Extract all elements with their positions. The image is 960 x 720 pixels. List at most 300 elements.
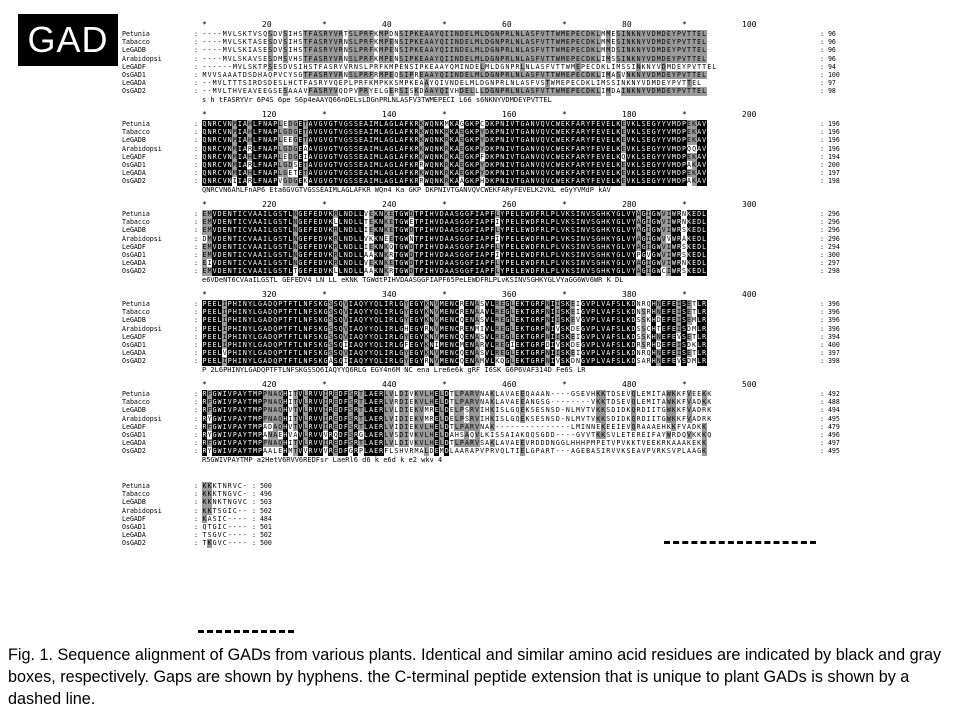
- ruler-tick: *: [202, 20, 207, 29]
- residue-count: : 396: [820, 316, 840, 325]
- separator: :: [194, 324, 198, 333]
- species-name: OsGAD2: [122, 357, 146, 366]
- position-ruler: [202, 20, 802, 30]
- ruler-tick: *: [322, 290, 327, 299]
- residue-count: : 495: [820, 414, 840, 423]
- ruler-tick: *: [562, 20, 567, 29]
- ruler-tick: *: [682, 110, 687, 119]
- species-name: LeGADF: [122, 422, 146, 431]
- separator: :: [194, 242, 198, 251]
- species-name: Petunia: [122, 30, 150, 38]
- separator: :: [194, 332, 198, 341]
- species-name: Arabidopsi: [122, 324, 162, 333]
- sequence-residues: QNRCVNMIAHLFNAPLEEGETAVGVGTVGSSEAIMLAGLAFKRKWQNKRKAEGKPYDKPNIVTGANVQVCWEKFARYFEVELKEVKLSEGYYVMDPEKAV: [202, 136, 707, 145]
- separator: :: [194, 234, 198, 243]
- sequence-row: [122, 406, 842, 414]
- ruler-tick: *: [202, 290, 207, 299]
- sequence-row: [122, 515, 842, 523]
- separator: :: [194, 439, 198, 448]
- separator: :: [194, 62, 198, 71]
- residue-count: : 94: [820, 62, 836, 71]
- residue-count: : 297: [820, 259, 840, 268]
- sequence-residues: ----MVLSKTASESDVSIHSTFASRYVRNSLPRFKMPENSIPKEAAYQIINDELMLDGNPRLNLASFVTTWMEPECDKLMMESINKNYVDMDEYPVTTEL: [202, 38, 707, 47]
- separator: :: [194, 316, 198, 325]
- residue-count: : 479: [820, 422, 840, 431]
- species-name: LeGADA: [122, 349, 146, 358]
- sequence-residues: --MVLTHVEAVEEGSESAAAVFASRYVQDPVPRYELGERSISKDAAYQIVHDELLLDGNPRLNLASFVTTWMEPECDKLIMDAINKNYVDMDEYPVTTEL: [202, 87, 707, 96]
- residue-count: : 96: [820, 54, 836, 63]
- sequence-row: [122, 210, 842, 218]
- residue-count: : 501: [252, 522, 272, 531]
- residue-count: : 398: [820, 357, 840, 366]
- ruler-tick: 20: [262, 20, 272, 29]
- residue-count: : 394: [820, 332, 840, 341]
- sequence-residues: RYGWIVPAYTMPPNAQHITVLRVVIREDFSRTLAERLVIDIEKVMRELDELPSRVIHKISLGQEKSESNSD-NLMVTVKKSDIDKQRDIITGWKKFVADRK: [202, 414, 712, 423]
- residue-count: : 97: [820, 79, 836, 88]
- sequence-row: [122, 333, 842, 341]
- ruler-tick: *: [562, 290, 567, 299]
- residue-count: : 196: [820, 136, 840, 145]
- separator: :: [194, 144, 198, 153]
- alignment-block: [122, 200, 842, 285]
- ruler-tick: 60: [502, 20, 512, 29]
- ruler-tick: 360: [502, 290, 517, 299]
- residue-count: : 294: [820, 242, 840, 251]
- c-terminal-dashed-line-bottom: [198, 630, 294, 633]
- separator: :: [194, 87, 198, 96]
- residue-count: : 200: [820, 160, 840, 169]
- sequence-residues: PEELIPHINYLGADQPTFTLNFSKGSSQVIAQYYQLIRLGYEGYKNVMENCRENASVLREGLEKTGRFNIISKEIGVPLVAFSLKDNRQHNEFEISETLR: [202, 300, 707, 308]
- sequence-residues: MVVSAAATDSDHAQPVCYSGTFASRYVRNSLPRFRMPEQSIPREAAYQIINDELMLDGNPRLNLASFVTTWMEPECDKLIMASVNKNYVDMDEYPVTTEL: [202, 70, 707, 79]
- sequence-residues: PEELIPHINYLGADQPTFTLNFSKGASQIIAQYYQLIRLGYEGYRNVMENCQENAMVLKQGLEKTGRFNIVSKDNGVPLVAFSLKDSARHNEFEVSDMLR: [202, 357, 707, 366]
- ruler-tick: *: [562, 200, 567, 209]
- species-name: Arabidopsi: [122, 144, 162, 153]
- sequence-residues: KKNKTNGVC: [202, 498, 247, 507]
- separator: :: [194, 218, 198, 227]
- ruler-tick: *: [682, 200, 687, 209]
- sequence-row: [122, 415, 842, 423]
- sequence-row: [122, 398, 842, 406]
- separator: :: [194, 160, 198, 169]
- sequence-residues: DMVDENTICVAAILGSTLNGEFEDVKRLNDLLVKKNEETGWNTPIHVDAASGGFIAPFIYPELEWDFRLPLVKSINVSGHKYGLVYAGIGWVVWRAKEDL: [202, 234, 707, 243]
- separator: :: [194, 490, 198, 499]
- sequence-row: [122, 38, 842, 46]
- separator: :: [194, 152, 198, 161]
- species-name: Tabacco: [122, 398, 150, 407]
- species-name: LeGADF: [122, 242, 146, 251]
- separator: :: [194, 308, 198, 317]
- sequence-residues: QNRCVNMIAHLFNAPLGDGETAVGVGTVGSSEAIMLAGLAFKRKWQNKRKAEGKPYDKPNIVTGANVQVCWEKFARYFEVELKEVKLSEGYYVMDPEKAV: [202, 128, 707, 137]
- ruler-tick: 300: [742, 200, 757, 209]
- species-name: LeGADA: [122, 259, 146, 268]
- species-name: Arabidopsi: [122, 506, 162, 515]
- residue-count: : 396: [820, 308, 840, 317]
- ruler-tick: 40: [382, 20, 392, 29]
- species-name: Tabacco: [122, 218, 150, 227]
- ruler-tick: *: [202, 110, 207, 119]
- sequence-row: [122, 507, 842, 515]
- ruler-tick: 260: [502, 200, 517, 209]
- species-name: LeGADB: [122, 46, 146, 55]
- species-name: OsGAD1: [122, 340, 146, 349]
- sequence-row: [122, 482, 842, 490]
- ruler-tick: 500: [742, 380, 757, 389]
- sequence-residues: ----MVLSKTVSQSDVSIHSTFASRYVRTSLPRFKMPDNSIPKEAAYQIINDELMLDGNPRLNLASFVTTWMEPECDKLMMESINKNYVDMDEYPVTTEL: [202, 30, 707, 38]
- ruler-tick: 160: [502, 110, 517, 119]
- ruler-tick: 120: [262, 110, 277, 119]
- sequence-residues: QNRCVNIIARLFNAPVGDGEKAVGVGTVGSSEAIMLAGLAFKRRWQNKRKAAGKPHDKPNIVTGANVQVCWEKFARYFEVELKEVKLSEGYYVMDPAKAV: [202, 177, 707, 186]
- sequence-row: [122, 300, 842, 308]
- sequence-residues: PEELIPHINYLGADQPTFTLNFSKGSSQVIAQYYQLIRLGYEGYKNVMENCQENASVLREGLEKTGRFNIISKEIGVPLVAFSLKDSSKHNEFEVSETLR: [202, 332, 707, 341]
- sequence-residues: RFGWIVPAYTMPPNAQHVTVLRVVIREDFSRTLAERLVLDIEKVMRELDELPSRVIHKISLGQEKSESNSD-NLMVTVKKSDIDKQRDIITGWKKFVADRK: [202, 406, 712, 415]
- residue-count: : 96: [820, 46, 836, 55]
- separator: :: [194, 30, 198, 38]
- sequence-row: [122, 357, 842, 365]
- species-name: OsGAD1: [122, 160, 146, 169]
- ruler-tick: 140: [382, 110, 397, 119]
- separator: :: [194, 70, 198, 79]
- separator: :: [194, 128, 198, 137]
- ruler-tick: 400: [742, 290, 757, 299]
- sequence-residues: QNRCVNMIARLFNAPLGDSETAVGVGTVGSSEAIMLAGLAFKRRWQNKRKAEGKPYDKPNIVTGANVQVCWEKFARYFEVELKEVKLSEGYYVMDPAKAV: [202, 160, 707, 169]
- sequence-row: [122, 145, 842, 153]
- sequence-row: [122, 490, 842, 498]
- sequence-residues: --MVLTTTSIRDSDESLHCTFASRYVQEPLPRFKMPKKSMPKEAAYQIVNDELMLDGNPRLNLASFVSTWMEPECDKLIMSSINKNYVDMDEYPVTTEL: [202, 79, 702, 88]
- sequence-row: [122, 259, 842, 267]
- species-name: LeGADF: [122, 62, 146, 71]
- sequence-residues: EMVDENTICVAAILGSTLNGEFEDVKLLNDLLTEKNKETGWETPIHVDAASGGFIAPFIYPELEWDFRLPLVKSINVSGHKYGLVYAGIGWVIWRNKEDL: [202, 218, 707, 227]
- residue-count: : 497: [820, 439, 840, 448]
- species-name: Petunia: [122, 120, 150, 128]
- sequence-residues: PEELIPHINYLGADQPTFTLNFSKGSSQVIAQYYQLIRLGHEGYRNVMENCRENMIVLREGLEKTGRFNIVSKDEGVPLVAFSLKDSSCHTEFEISDMLR: [202, 324, 707, 333]
- sequence-residues: RYGWIVPAYTMPAALEHMTVVRVVVREDFGRPLAERFLSHVRMALDEMDLAARAPVPRVQLTIELGPART---AGEBASIRVVKSEAVPVRKSVPLAAGK: [202, 447, 707, 456]
- ruler-tick: 240: [382, 200, 397, 209]
- separator: :: [194, 210, 198, 218]
- sequence-residues: KKTSGIC--: [202, 506, 247, 515]
- species-name: LeGADA: [122, 169, 146, 178]
- species-name: LeGADB: [122, 406, 146, 415]
- species-name: Petunia: [122, 210, 150, 218]
- sequence-residues: PEELIPHINYLGADQPTFTLNFSKGSSQVIAQYYQLIRLGYEGYKNVMENCQENASVLREGLEKTGRFNIISKEVGVPLVAFSLKDSSKHDEFEISEMLR: [202, 316, 707, 325]
- sequence-residues: ----MVLSKIASESDVSIHSTFASRYVRNSLPRFKMPENSIPKEAAYQIINDELMLDGNPRLNLASFVTTWMEPECDKLMMDSINKNYVDMDEYPVTTEL: [202, 46, 707, 55]
- ruler-tick: 340: [382, 290, 397, 299]
- ruler-tick: *: [562, 380, 567, 389]
- sequence-row: [122, 423, 842, 431]
- sequence-row: [122, 325, 842, 333]
- ruler-tick: *: [682, 20, 687, 29]
- ruler-tick: *: [442, 380, 447, 389]
- alignment-block: [122, 472, 842, 548]
- sequence-residues: QTGIC----: [202, 522, 247, 531]
- sequence-residues: EMVDENTICVAAILGSTLNGEFEDVKRLNDLLIEKNKETGWDTPIHVDAASGGFIAPFLYPELEWDFRLPLVKSINVSGHKYGLVYAGIGWVIWRSKEDL: [202, 226, 707, 235]
- separator: :: [194, 447, 198, 456]
- species-name: Petunia: [122, 390, 150, 398]
- sequence-row: [122, 177, 842, 185]
- ruler-tick: 200: [742, 110, 757, 119]
- separator: :: [194, 177, 198, 186]
- ruler-tick: 280: [622, 200, 637, 209]
- residue-count: : 397: [820, 349, 840, 358]
- ruler-tick: 80: [622, 20, 632, 29]
- ruler-tick: 480: [622, 380, 637, 389]
- sequence-row: [122, 46, 842, 54]
- separator: :: [194, 259, 198, 268]
- sequence-residues: RFGWIVPAYTMPADAQHVTVLRVVIREDFSRTLAERLVIDIEKVLHELDTLPARVNAK---------------LMINNEKEEIEVQRAAAEHKKFVADKK: [202, 422, 707, 431]
- sequence-row: [122, 55, 842, 63]
- sequence-row: [122, 153, 842, 161]
- sequence-residues: ----MVLSKAVSESDMSVHSTFASRYVRNSLPRFKMPENSIPKEAAYQIINDELMLDGNPRLNLASFVTTWMEPECDKLIMSSINKNYVDMDEYPVTTEL: [202, 54, 707, 63]
- sequence-row: [122, 341, 842, 349]
- species-name: Tabacco: [122, 38, 150, 47]
- separator: :: [194, 357, 198, 366]
- separator: :: [194, 267, 198, 276]
- sequence-residues: KKKTNGVC-: [202, 490, 247, 499]
- ruler-tick: *: [322, 110, 327, 119]
- sequence-row: [122, 316, 842, 324]
- sequence-residues: EMVDENTICVAAILGSTLNGEFEDVKRLNDLLAAKNKRTGWDTPIHVDAASGGFIAPFIYPELEWDFRLPLVKSINVSGHKYGLVYPGVGWVIWRSKEDL: [202, 250, 707, 259]
- ruler-tick: 220: [262, 200, 277, 209]
- residue-count: : 296: [820, 218, 840, 227]
- residue-count: : 494: [820, 406, 840, 415]
- ruler-tick: *: [682, 380, 687, 389]
- residue-count: : 96: [820, 38, 836, 47]
- separator: :: [194, 38, 198, 47]
- ruler-tick: *: [202, 200, 207, 209]
- separator: :: [194, 226, 198, 235]
- sequence-row: [122, 235, 842, 243]
- ruler-tick: 440: [382, 380, 397, 389]
- separator: :: [194, 79, 198, 88]
- alignment-block: [122, 20, 842, 105]
- species-name: LeGADF: [122, 152, 146, 161]
- species-name: OsGAD2: [122, 267, 146, 276]
- alignment-block: [122, 110, 842, 195]
- species-name: OsGAD2: [122, 87, 146, 96]
- sequence-residues: QNRCVNMIAHLFNAPLEDGEIAVGVGTVGSSEAIMLAGLAFKRKWQNKRKAEGKPFDKPNIVTGANVQVCWEKFARYFEVELKQVKLSEGYYVMDPEKAV: [202, 152, 707, 161]
- ruler-tick: *: [442, 20, 447, 29]
- sequence-residues: QNRCVNMIAHLFNAPLEDGETAVGVGTVGSSEAIMLAGLAFKRKWQNKMKAGGKPCDKPNIVTGANVQVCWEKFARYFEVELKEVKLSEGYYVMDPEKAV: [202, 120, 707, 128]
- ruler-tick: *: [682, 290, 687, 299]
- separator: :: [194, 390, 198, 398]
- ruler-tick: 100: [742, 20, 757, 29]
- consensus-line: s h tFASRYVr 6P4S 6pe S6p4eAAYQ66nDELsLDGnPRLNLASFV3TWMEPECI L66 s6NKNYVDMDEYPVTTEL: [202, 95, 552, 104]
- species-name: LeGADF: [122, 332, 146, 341]
- species-name: LeGADA: [122, 79, 146, 88]
- sequence-residues: RYGWIVPAYTMPANAEHVAVLRVVVRQDFSRGLAERLVSDIVKVLHELDAHSAQVLKISSAIAKQQSGDD----GVVTKKSVLETEREIFAYWRDQVKKKQ: [202, 430, 712, 439]
- species-name: LeGADA: [122, 531, 146, 540]
- residue-count: : 484: [252, 514, 272, 523]
- sequence-residues: ------MVLSKTPSESDVSIHSTFASRYVRNSLPRFKMPENSIPKEAAYQMINDELMLDGNPRLNLASFVTTWMEPECDKLIMSSINKNYVDMDEYPVTTEL: [202, 62, 717, 71]
- separator: :: [194, 430, 198, 439]
- residue-count: : 98: [820, 87, 836, 96]
- residue-count: : 502: [252, 506, 272, 515]
- consensus-line: QNRCVN6AhLFnAP6 Eta6GVGTVGSSEAIMLAGLAFKR WQn4 Ka GKP DKPNIVTGANVQVCWEKFARyFEVELK2VKL eGyYVMdP kAV: [202, 185, 611, 194]
- sequence-row: [122, 79, 842, 87]
- residue-count: : 488: [820, 398, 840, 407]
- separator: :: [194, 250, 198, 259]
- residue-count: : 197: [820, 169, 840, 178]
- separator: :: [194, 498, 198, 507]
- species-name: LeGADA: [122, 439, 146, 448]
- sequence-alignment-figure: [122, 20, 842, 640]
- ruler-tick: 420: [262, 380, 277, 389]
- sequence-row: [122, 226, 842, 234]
- ruler-tick: 460: [502, 380, 517, 389]
- ruler-tick: *: [442, 200, 447, 209]
- species-name: LeGADB: [122, 226, 146, 235]
- species-name: Tabacco: [122, 308, 150, 317]
- species-name: OsGAD1: [122, 430, 146, 439]
- ruler-tick: *: [442, 290, 447, 299]
- ruler-tick: *: [202, 380, 207, 389]
- sequence-row: [122, 447, 842, 455]
- residue-count: : 502: [252, 531, 272, 540]
- figure-caption: Fig. 1. Sequence alignment of GADs from various plants. Identical and similar amino acid residues are indicated by black and gray boxes, respectively. Gaps are shown by hyphens. the C-terminal peptide extension that is unique to plant GADs is shown by a dashed line.: [8, 646, 942, 708]
- species-name: OsGAD2: [122, 177, 146, 186]
- alignment-block: [122, 290, 842, 375]
- species-name: Arabidopsi: [122, 414, 162, 423]
- sequence-residues: RFGWIVPAYTMPPNAQHITVLRVVIREDFSRTLAERLVLDIVKVLHELDTLPARVNAKLAVAEEQAAAN----GSEVHKKTDSEVQLEMITAWKKFVEEKK: [202, 390, 712, 398]
- sequence-row: [122, 498, 842, 506]
- separator: :: [194, 54, 198, 63]
- residue-count: : 198: [820, 177, 840, 186]
- ruler-tick: *: [442, 110, 447, 119]
- separator: :: [194, 414, 198, 423]
- separator: :: [194, 120, 198, 128]
- sequence-row: [122, 243, 842, 251]
- ruler-tick: *: [322, 200, 327, 209]
- residue-count: : 492: [820, 390, 840, 398]
- species-name: LeGADB: [122, 498, 146, 507]
- sequence-row: [122, 439, 842, 447]
- species-name: OsGAD1: [122, 250, 146, 259]
- residue-count: : 296: [820, 226, 840, 235]
- ruler-tick: 180: [622, 110, 637, 119]
- separator: :: [194, 422, 198, 431]
- separator: :: [194, 340, 198, 349]
- separator: :: [194, 482, 198, 490]
- sequence-residues: PEELVPHINYLGADQPTFTLNFSKGSSQVIAQYYQLIRLGYEGYKNVMENCQENASVLREGLEKTGRFNIISKEIGVPLVAFSLKDNRQHNEFEISETLR: [202, 349, 707, 358]
- sequence-row: [122, 523, 842, 531]
- species-name: Petunia: [122, 300, 150, 308]
- sequence-row: [122, 169, 842, 177]
- sequence-residues: KASIC----: [202, 514, 247, 523]
- species-name: Petunia: [122, 482, 150, 490]
- separator: :: [194, 406, 198, 415]
- position-ruler: [202, 472, 802, 482]
- residue-count: : 496: [252, 490, 272, 499]
- species-name: LeGADB: [122, 316, 146, 325]
- sequence-row: [122, 251, 842, 259]
- residue-count: : 400: [820, 340, 840, 349]
- sequence-row: [122, 63, 842, 71]
- sequence-row: [122, 120, 842, 128]
- species-name: LeGADF: [122, 514, 146, 523]
- ruler-tick: *: [322, 380, 327, 389]
- sequence-residues: QNRCVNMIAHLFNAPLGETETAVGVGTVGSSEAIMLAGLAFKRKWQNKRKAEGKPYDKPNIVTGANVQVCWEKFARYFEVELKEVKLSEGYYVMDPEKAV: [202, 169, 707, 178]
- sequence-residues: RFGWIVPAYTMPPNAQHITVLRVVIREDFSRTLAERLVRDIEKVLHELDTLPARVNAKLAVAEEANGSG--------VKKTDSEVQLEMITAWKKFVADKK: [202, 398, 712, 407]
- species-name: Arabidopsi: [122, 234, 162, 243]
- residue-count: : 196: [820, 128, 840, 137]
- sequence-row: [122, 87, 842, 95]
- species-name: Arabidopsi: [122, 54, 162, 63]
- sequence-residues: EMVDENTICVAAILGSTLNGEFEDVKRLNDLLVEKNKETGWDTPIHVDAASGGFIAPFLYPELEWDFRLPLVKSINVSGHKYGLVYAGIGWVIWRNKEDL: [202, 210, 707, 218]
- separator: :: [194, 506, 198, 515]
- sequence-row: [122, 431, 842, 439]
- sequence-row: [122, 531, 842, 539]
- residue-count: : 396: [820, 300, 840, 308]
- separator: :: [194, 398, 198, 407]
- sequence-row: [122, 161, 842, 169]
- residue-count: : 496: [820, 430, 840, 439]
- sequence-residues: TKGVC----: [202, 539, 247, 548]
- separator: :: [194, 539, 198, 548]
- separator: :: [194, 300, 198, 308]
- species-name: OsGAD2: [122, 539, 146, 548]
- separator: :: [194, 46, 198, 55]
- residue-count: : 495: [820, 447, 840, 456]
- separator: :: [194, 136, 198, 145]
- alignment-block: [122, 380, 842, 465]
- sequence-residues: EIVDENTICVAAILGSTLNGEFEDVKRLNDLLVEKNKETGWDTPIHVDAASGGFIAPFLYPELEWDFRLPLVKSINVSGHKYGLVYAGIGWVIWRNKEDL: [202, 259, 707, 268]
- consensus-line: R5GWIVPAYTMP a2HetV6RVV6REDFsr LaeRl6 d6 k e6d k e2 wkv 4: [202, 455, 443, 464]
- sequence-row: [122, 136, 842, 144]
- sequence-row: [122, 267, 842, 275]
- ruler-tick: 320: [262, 290, 277, 299]
- sequence-row: [122, 71, 842, 79]
- ruler-tick: *: [322, 20, 327, 29]
- species-name: Tabacco: [122, 128, 150, 137]
- residue-count: : 298: [820, 267, 840, 276]
- residue-count: : 500: [252, 482, 272, 490]
- position-ruler: [202, 290, 802, 300]
- residue-count: : 296: [820, 234, 840, 243]
- sequence-residues: PEELIPHINYLGADQPTFTLNFSKGSSQIIAQYYQLIRLGFEGYKNIMENCMENARVLREGIEKTGRFDIVSKDEGVPLVAFSLKDRSRHDEFEISDKLR: [202, 340, 707, 349]
- ruler-tick: 380: [622, 290, 637, 299]
- sequence-residues: EMVDENTICVAAILGSTLNGEFEDVKRLNDLLIEKNKQTGWDTPIHVDAASGGFIAPFLYPELEWDFRLPLVKSINVSGHKYGLVYAGIGWVIWRSKEDL: [202, 242, 707, 251]
- figure-label-badge: GAD: [18, 14, 118, 66]
- sequence-row: [122, 349, 842, 357]
- sequence-residues: KKKTNRVC-: [202, 482, 247, 490]
- sequence-residues: RFGWIVPAYTMPPNAQHITVLRVVIREDFSRTLAERLVLDIVKVLHELDTLPARVSAKLAVAEEVRDDDNGGLHHHPMPETVPVKKTVEEKRKAAAKEKK: [202, 439, 707, 448]
- consensus-line: e6VDeNT6CVAaILGSTL GEFEDV4 LN LL eKNK TGWdtPIHVDAASGGFIAPF65PeLEWDFRLPLvKSINVSGHKYGLVYaGG6WV6WR K DL: [202, 275, 624, 284]
- residue-count: : 194: [820, 152, 840, 161]
- separator: :: [194, 531, 198, 540]
- residue-count: : 396: [820, 324, 840, 333]
- sequence-row: [122, 30, 842, 38]
- separator: :: [194, 349, 198, 358]
- species-name: OsGAD1: [122, 522, 146, 531]
- c-terminal-dashed-line-top: [664, 541, 816, 544]
- species-name: LeGADB: [122, 136, 146, 145]
- sequence-row: [122, 390, 842, 398]
- position-ruler: [202, 200, 802, 210]
- separator: :: [194, 514, 198, 523]
- species-name: OsGAD1: [122, 70, 146, 79]
- sequence-row: [122, 218, 842, 226]
- separator: :: [194, 522, 198, 531]
- sequence-row: [122, 308, 842, 316]
- sequence-row: [122, 128, 842, 136]
- residue-count: : 196: [820, 144, 840, 153]
- sequence-residues: QNRCVNMIARLFNAPLGDGEAAVGVGTVGSSEAIMLAGLAFKRKWQNKRKAEGKPYDKPNIVTGANVQVCWEKFARYFEVELKEVKLSEGYYVMDPQQAV: [202, 144, 707, 153]
- sequence-residues: PEELIPHINYLGADQPTFTLNFSKGSSQVIAQYYQLIRLGYEGYKNVMENCRENAAVLREGLEKTGRFNIISKEIGVPLVAFSLKDNSRHNEFEISETLR: [202, 308, 707, 317]
- residue-count: : 100: [820, 70, 840, 79]
- residue-count: : 300: [820, 250, 840, 259]
- species-name: OsGAD2: [122, 447, 146, 456]
- sequence-residues: TSGVC----: [202, 531, 247, 540]
- position-ruler: [202, 380, 802, 390]
